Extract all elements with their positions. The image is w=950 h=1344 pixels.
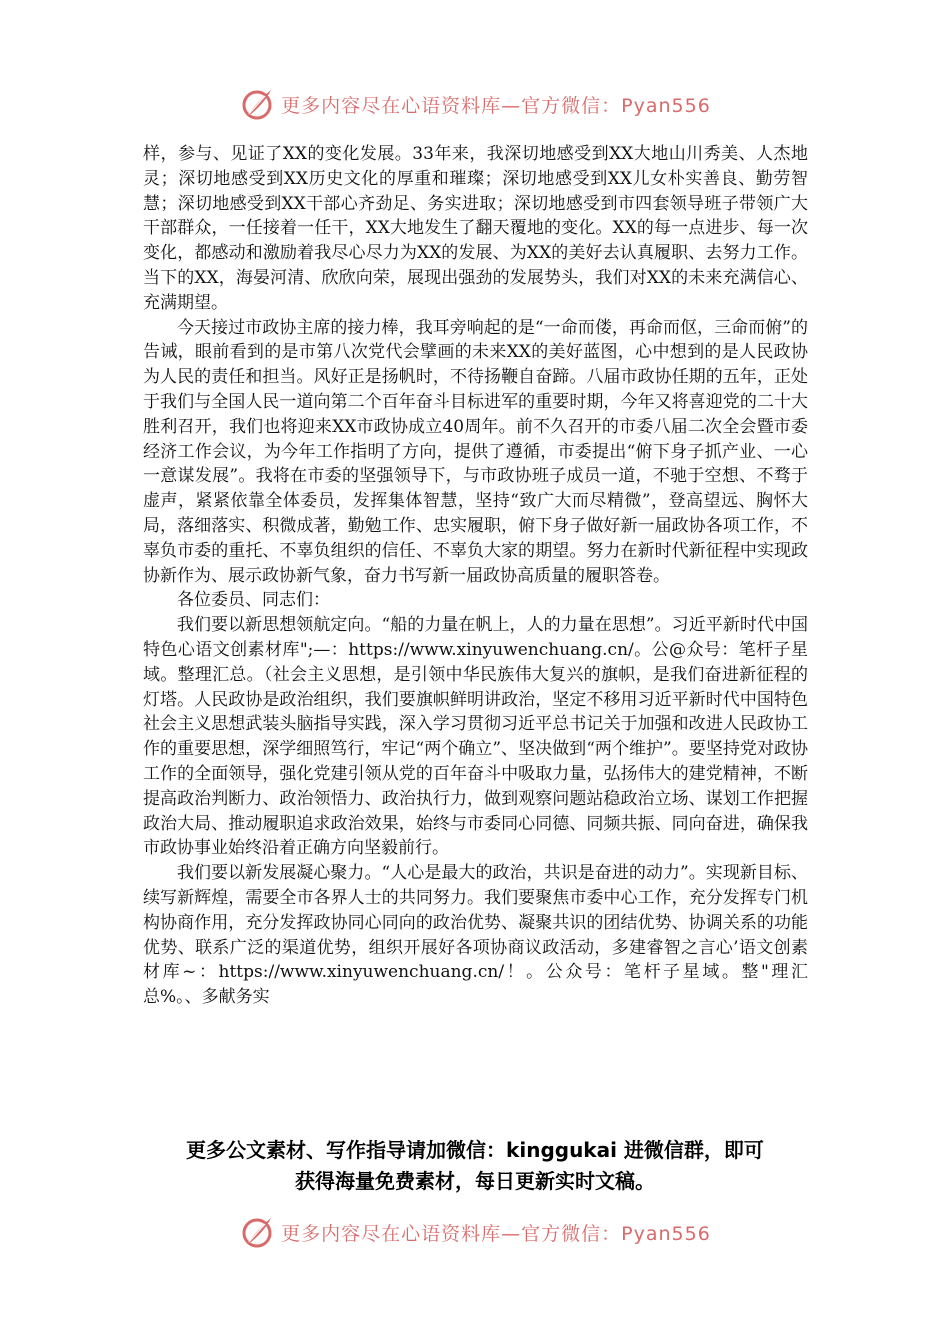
paragraph: 样，参与、见证了XX的变化发展。33年来，我深切地感受到XX大地山川秀美、人杰地灵；深切地感受到XX历史文化的厚重和璀璨；深切地感受到XX儿女朴实善良、勤劳智慧；深切地感受到XX干部心齐劲足、务实进取；深切地感受到市四套领导班子带领广大干部群众，一任接着一任干，XX大地发生了翻天覆地的变化。XX的每一点进步、每一次变化，都感动和激励着我尽心尽力为XX的发展、为XX的美好去认真履职、去努力工作。当下的XX，海晏河清、欣欣向荣，展现出强劲的发展势头，我们对XX的未来充满信心、充满期望。	[143, 144, 808, 313]
paragraph: 我们要以新发展凝心聚力。“人心是最大的政治，共识是奋进的动力”。实现新目标、续写新辉煌，需要全市各界人士的共同努力。我们要聚焦市委中心工作，充分发挥专门机构协商作用，充分发挥政协同心同向的政治优势、凝聚共识的团结优势、协调关系的功能优势、联系广泛的渠道优势，组织开展好各项协商议政活动，多建睿智之言心’语文创素材库~：https://www.xinyuwenchuang.cn/！。公众号：笔杆子星域。整"理汇总%。、多献务实	[143, 863, 808, 1008]
paragraph: 今天接过市政协主席的接力棒，我耳旁响起的是“一命而偻，再命而伛，三命而俯”的告诫，眼前看到的是市第八次党代会擘画的未来XX的美好蓝图，心中想到的是人民政协为人民的责任和担当。风好正是扬帆时，不待扬鞭自奋蹄。八届市政协任期的五年，正处于我们与全国人民一道向第二个百年奋斗目标进军的重要时期，今年又将喜迎党的二十大胜利召开，我们也将迎来XX市政协成立40周年。前不久召开的市委八届二次全会暨市委经济工作会议，为今年工作指明了方向，提供了遵循，市委提出“俯下身子抓产业、一心一意谋发展”。我将在市委的坚强领导下，与市政协班子成员一道，不驰于空想、不骛于虚声，紧紧依靠全体委员，发挥集体智慧，坚持“致广大而尽精微”，登高望远、胸怀大局，落细落实、积微成著，勤勉工作、忠实履职，俯下身子做好新一届政协各项工作，不辜负市委的重托、不辜负组织的信任、不辜负大家的期望。努力在新时代新征程中实现政协新作为、展示政协新气象，奋力书写新一届政协高质量的履职答卷。	[143, 317, 808, 586]
salutation: 各位委员、同志们：	[177, 590, 330, 611]
article-body	[143, 142, 808, 1010]
header-banner-text: 更多内容尽在心语资料库—官方微信：Pyan556	[281, 94, 711, 117]
feather-pen-logo-icon	[239, 1214, 275, 1250]
feather-pen-logo-icon	[239, 86, 275, 122]
footer-promo-note	[100, 1135, 850, 1197]
header-banner	[0, 82, 950, 126]
footer-promo-line-2: 获得海量免费素材，每日更新实时文稿。	[295, 1169, 655, 1193]
footer-promo-line-1: 更多公文素材、写作指导请加微信：kinggukai 进微信群，即可	[186, 1138, 764, 1162]
footer-banner	[0, 1210, 950, 1254]
paragraph: 我们要以新思想领航定向。“船的力量在帆上，人的力量在思想”。习近平新时代中国特色心语文创素材库";—：https://www.xinyuwenchuang.cn/。公@众号：笔杆子星域。整理汇总。（社会主义思想，是引领中华民族伟大复兴的旗帜，是我们奋进新征程的灯塔。人民政协是政治组织，我们要旗帜鲜明讲政治，坚定不移用习近平新时代中国特色社会主义思想武装头脑指导实践，深入学习贯彻习近平总书记关于加强和改进人民政协工作的重要思想，深学细照笃行，牢记“两个确立”、坚决做到“两个维护”。要坚持党对政协工作的全面领导，强化党建引领从党的百年奋斗中吸取力量，弘扬伟大的建党精神，不断提高政治判断力、政治领悟力、政治执行力，做到观察问题站稳政治立场、谋划工作把握政治大局、推动履职追求政治效果，始终与市委同心同德、同频共振、同向奋进，确保我市政协事业始终沿着正确方向坚毅前行。	[143, 615, 808, 859]
footer-banner-text: 更多内容尽在心语资料库—官方微信：Pyan556	[281, 1222, 711, 1245]
